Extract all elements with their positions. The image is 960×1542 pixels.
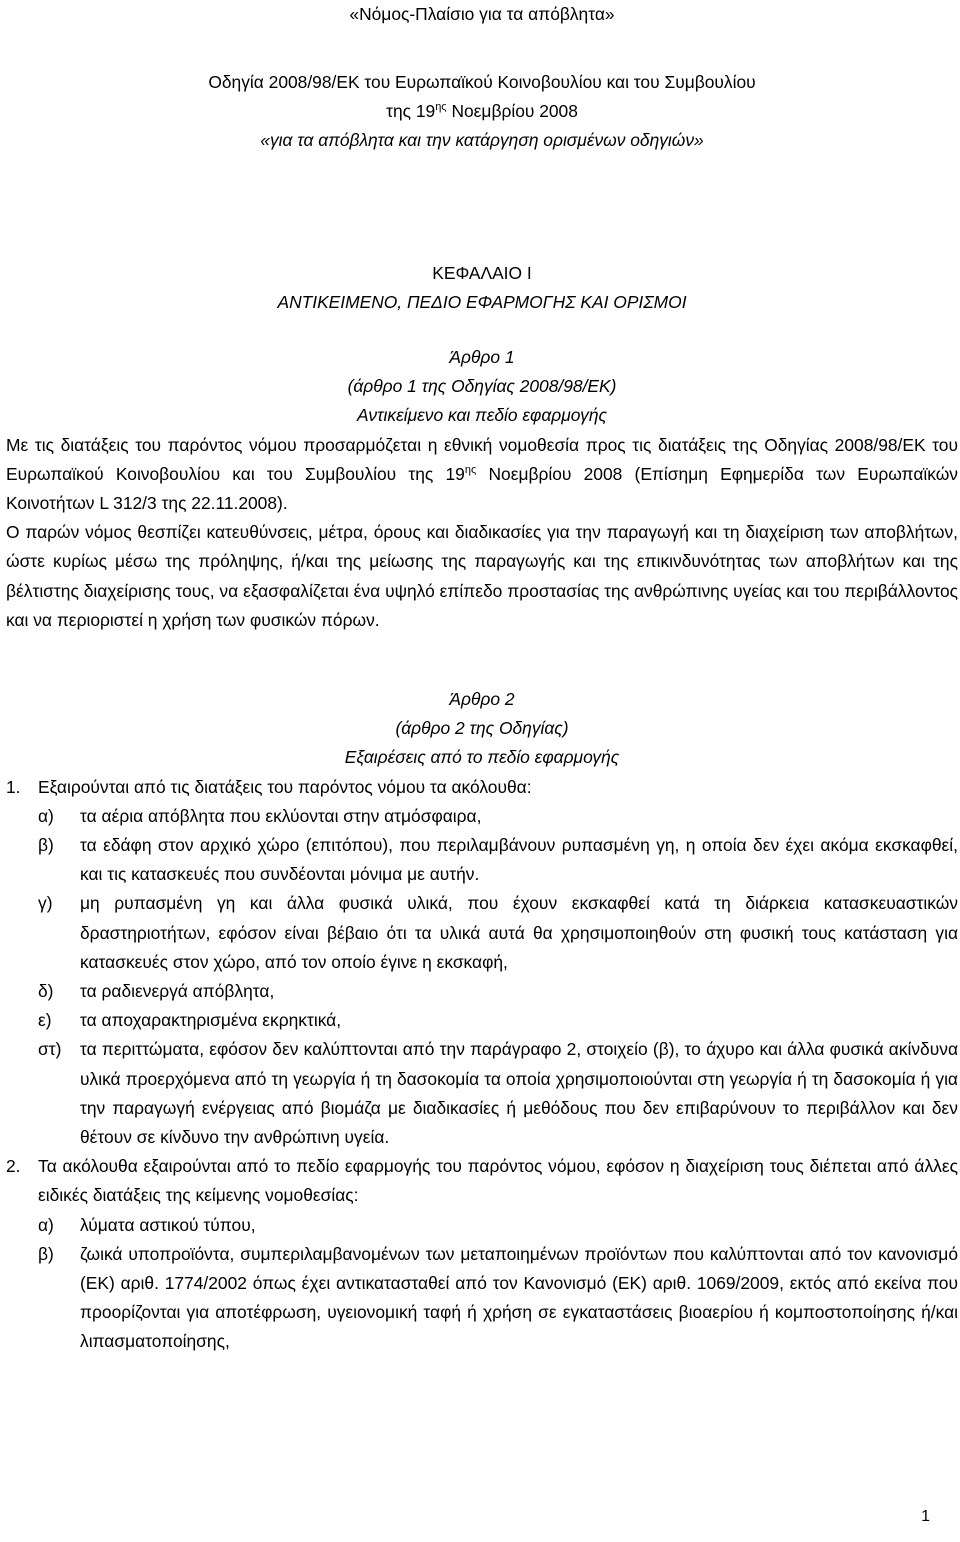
sub-item-1c [6, 889, 958, 977]
article-2-reference: (άρθρο 2 της Οδηγίας) [395, 718, 569, 739]
list-item-text: Εξαιρούνται από τις διατάξεις του παρόντος νόμου τα ακόλουθα: [38, 776, 532, 797]
ordinal-suffix: ης [435, 101, 447, 114]
sub-item-label: στ) [38, 1039, 62, 1060]
sub-item-label: β) [38, 835, 54, 856]
list-item-text: Τα ακόλουθα εξαιρούνται από το πεδίο εφαρμογής του παρόντος νόμου, εφόσον η διαχείριση τους διέπεται από άλλες ειδικές διατάξεις της κείμενης νομοθεσίας: [38, 1156, 958, 1206]
directive-block [6, 68, 958, 156]
article-1-heading: Άρθρο 1 [449, 347, 515, 367]
sub-item-1e [6, 1006, 958, 1035]
article-2 [6, 685, 958, 1357]
sub-item-1a [6, 802, 958, 831]
article-1-reference: (άρθρο 1 της Οδηγίας 2008/98/ΕΚ) [347, 376, 617, 397]
list-item-2 [6, 1152, 958, 1210]
list-item-number: 2. [6, 1156, 21, 1177]
article-2-heading: Άρθρο 2 [449, 689, 515, 709]
sub-item-1st [6, 1035, 958, 1152]
document-title-text: «Νόμος-Πλαίσιο για τα απόβλητα» [349, 4, 615, 24]
directive-line-1: Οδηγία 2008/98/ΕΚ του Ευρωπαϊκού Κοινοβουλίου και του Συμβουλίου [208, 72, 756, 92]
sub-item-label: α) [38, 1214, 54, 1235]
sub-item-text: τα ραδιενεργά απόβλητα, [80, 981, 275, 1002]
directive-line-2 [6, 97, 958, 126]
chapter-title: ΑΝΤΙΚΕΙΜΕΝΟ, ΠΕΔΙΟ ΕΦΑΡΜΟΓΗΣ ΚΑΙ ΟΡΙΣΜΟΙ [277, 292, 687, 313]
sub-item-text: τα αποχαρακτηρισμένα εκρηκτικά, [80, 1010, 342, 1031]
sub-item-label: γ) [38, 893, 53, 914]
list-item-1 [6, 773, 958, 802]
sub-item-label: α) [38, 805, 54, 826]
article-1-title: Αντικείμενο και πεδίο εφαρμογής [357, 405, 607, 426]
sub-item-1b [6, 831, 958, 889]
paragraph-text: Με τις διατάξεις του παρόντος νόμου προσαρμόζεται η εθνική νομοθεσία προς τις διατάξεις της Οδηγίας 2008/98/ΕΚ του Ευρωπαϊκού Κοινοβουλίου και του Συμβουλίου της 19 [6, 434, 958, 484]
sub-item-2a [6, 1211, 958, 1240]
sub-item-1d [6, 977, 958, 1006]
sub-item-2b [6, 1240, 958, 1357]
paragraph-text-cont: Νοεμβρίου 2008 (Επίσημη Εφημερίδα των Ευρωπαϊκών Κοινοτήτων L 312/3 της 22.11.2008). [6, 463, 958, 514]
chapter-heading [6, 259, 958, 317]
sub-item-text: ζωικά υποπροϊόντα, συμπεριλαμβανομένων των μεταποιημένων προϊόντων που καλύπτονται από τον κανονισμό (ΕΚ) αριθ. 1774/2002 όπως έχει αντικατασταθεί από τον Κανονισμό (ΕΚ) αριθ. 1069/2009, εκτός από εκείνα που προορίζονται για αποτέφρωση, υγειονομική ταφή ή χρήση σε εγκαταστάσεις βιοαερίου ή κομποστοποίησης ή/και λιπασματοποίησης, [80, 1243, 958, 1352]
chapter-number: ΚΕΦΑΛΑΙΟ Ι [432, 263, 532, 283]
sub-item-text: τα αέρια απόβλητα που εκλύονται στην ατμόσφαιρα, [80, 805, 482, 826]
list-item-number: 1. [6, 776, 21, 797]
sub-item-text: λύματα αστικού τύπου, [80, 1214, 256, 1235]
sub-item-label: ε) [38, 1010, 52, 1031]
sub-item-text: τα εδάφη στον αρχικό χώρο (επιτόπου), που περιλαμβάνουν ρυπασμένη γη, η οποία δεν έχει ακόμα εκσκαφθεί, και τις κατασκευές που συνδέονται μόνιμα με αυτήν. [80, 835, 958, 885]
sub-item-text: μη ρυπασμένη γη και άλλα φυσικά υλικά, που έχουν εκσκαφθεί κατά τη διάρκεια κατασκευαστικών δραστηριοτήτων, εφόσον είναι βέβαιο ότι τα υλικά αυτά θα χρησιμοποιηθούν στη φυσική τους κατάσταση για κατασκευές στον χώρο, από τον οποίο έγινε η εκσκαφή, [80, 893, 958, 972]
directive-day: της 19 [386, 101, 436, 122]
directive-month: Νοεμβρίου 2008 [446, 101, 578, 122]
document-title [6, 0, 958, 29]
article-1-paragraph-2: Ο παρών νόμος θεσπίζει κατευθύνσεις, μέτρα, όρους και διαδικασίες για την παραγωγή και τη διαχείριση των αποβλήτων, ώστε κυρίως μέσω της πρόληψης, ή/και της μείωσης της παραγωγής και της επικινδυνότητας των αποβλήτων και της βέλτιστης διαχείρισης τους, να εξασφαλίζεται ένα υψηλό επίπεδο προστασίας της ανθρώπινης υγείας και του περιβάλλοντος και να περιοριστεί η χρήση των φυσικών πόρων. [6, 522, 958, 630]
article-1-paragraph-1 [6, 431, 958, 519]
ordinal-suffix: ης [464, 464, 477, 477]
article-2-title: Εξαιρέσεις από το πεδίο εφαρμογής [344, 747, 620, 768]
sub-item-label: β) [38, 1243, 54, 1264]
page-number: 1 [921, 1508, 930, 1525]
directive-subtitle: «για τα απόβλητα και την κατάργηση ορισμένων οδηγιών» [260, 130, 704, 151]
sub-item-label: δ) [38, 981, 54, 1002]
article-1 [6, 343, 958, 635]
sub-item-text: τα περιττώματα, εφόσον δεν καλύπτονται από την παράγραφο 2, στοιχείο (β), το άχυρο και άλλα φυσικά ακίνδυνα υλικά προερχόμενα από τη γεωργία ή τη δασοκομία τα οποία χρησιμοποιούνται στη γεωργία ή τη δασοκομία ή για την παραγωγή ενέργειας από βιομάζα με διαδικασίες ή μεθόδους που δεν επιβαρύνουν το περιβάλλον και δεν θέτουν σε κίνδυνο την ανθρώπινη υγεία. [80, 1039, 958, 1148]
